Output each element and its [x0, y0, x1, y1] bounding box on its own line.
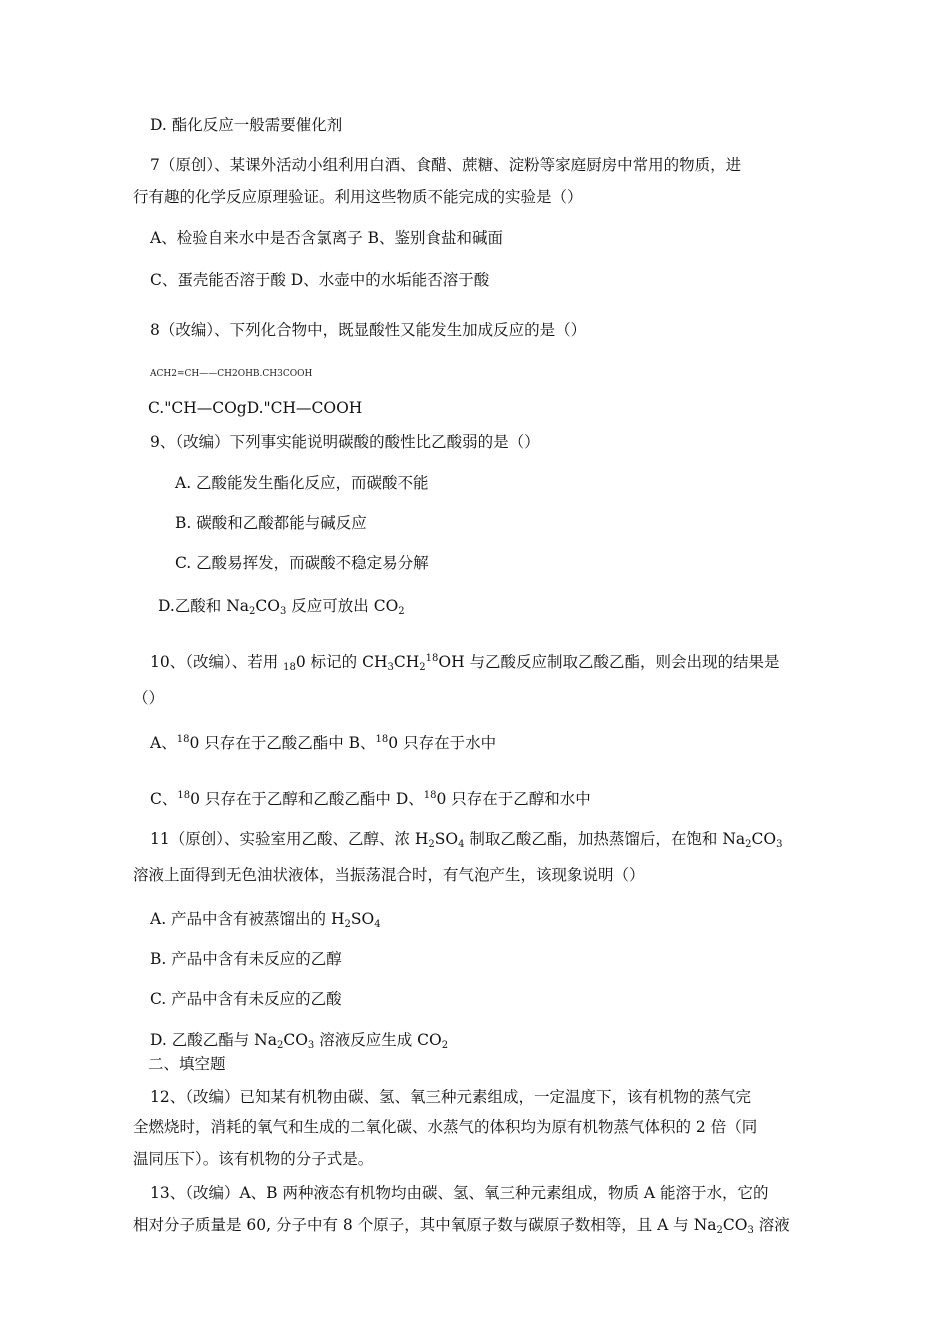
question-13-line-1: 13、（改编）A、B 两种液态有机物均由碳、氢、氧三种元素组成，物质 A 能溶于水，它的	[150, 1184, 769, 1202]
question-9-option-b: B. 碳酸和乙酸都能与碱反应	[175, 514, 367, 532]
question-7-line-2: 行有趣的化学反应原理验证。利用这些物质不能完成的实验是（）	[133, 188, 583, 206]
question-7-options-cd: C、蛋壳能否溶于酸 D、水壶中的水垢能否溶于酸	[150, 271, 490, 289]
question-12-line-2: 全燃烧时，消耗的氧气和生成的二氧化碳、水蒸气的体积均为原有机物蒸气体积的 2 倍（同	[133, 1118, 758, 1136]
question-12-line-1: 12、（改编）已知某有机物由碳、氢、氧三种元素组成，一定温度下，该有机物的蒸气完	[150, 1088, 751, 1106]
question-9-option-d: D.乙酸和 $Na_2CO_3$ 反应可放出 $CO_2$	[158, 597, 405, 617]
question-12-line-3: 温同压下）。该有机物的分子式是。	[133, 1150, 374, 1168]
question-9-stem: 9、（改编）下列事实能说明碳酸的酸性比乙酸弱的是（）	[150, 433, 540, 451]
question-8-options-ab: ACH2=CH——CH2OHB.CH3COOH	[150, 369, 313, 379]
question-10-options-cd: C、$^{18}$0 只存在于乙醇和乙酸乙酯中 D、$^{18}$0 只存在于乙醇和水中	[150, 790, 591, 808]
question-9-option-a: A. 乙酸能发生酯化反应，而碳酸不能	[175, 474, 429, 492]
option-7d-line: D. 酯化反应一般需要催化剂	[150, 116, 343, 134]
question-11-line-2: 溶液上面得到无色油状液体，当振荡混合时，有气泡产生，该现象说明（）	[133, 866, 645, 884]
question-11-option-b: B. 产品中含有未反应的乙醇	[150, 950, 342, 968]
question-11-option-d: D. 乙酸乙酯与 $Na_2CO_3$ 溶液反应生成 $CO_2$	[150, 1031, 449, 1051]
question-11-option-c: C. 产品中含有未反应的乙酸	[150, 990, 342, 1008]
question-8-stem: 8（改编）、下列化合物中，既显酸性又能发生加成反应的是（）	[150, 321, 587, 339]
question-7-line-1: 7（原创）、某课外活动小组利用白酒、食醋、蔗糖、淀粉等家庭厨房中常用的物质，进	[150, 156, 742, 174]
question-8-options-cd: C."CH—COgD."CH—COOH	[148, 399, 363, 417]
question-10-line-2: （）	[133, 689, 165, 707]
question-10-options-ab: A、$^{18}$0 只存在于乙酸乙酯中 B、$^{18}$0 只存在于水中	[150, 734, 497, 752]
question-7-options-ab: A、检验自来水中是否含氯离子 B、鉴别食盐和碱面	[150, 229, 504, 247]
question-13-line-2: 相对分子质量是 60, 分子中有 8 个原子，其中氧原子数与碳原子数相等，且 A 与 $Na_2CO_3$ 溶液	[133, 1216, 790, 1236]
question-9-option-c: C. 乙酸易挥发，而碳酸不稳定易分解	[175, 554, 429, 572]
question-11-line-1: 11（原创）、实验室用乙酸、乙醇、浓 $H_2SO_4$ 制取乙酸乙酯，加热蒸馏后，在饱和 $Na_2CO_3$	[150, 830, 783, 850]
question-10-line-1: 10、（改编）、若用 $_{18}$0 标记的 $CH_3CH_2^{18}OH$ 与乙酸反应制取乙酸乙酯，则会出现的结果是	[150, 653, 780, 673]
question-11-option-a: A. 产品中含有被蒸馏出的 $H_2SO_4$	[150, 910, 381, 930]
section-heading-fill-in: 二、填空题	[148, 1055, 226, 1073]
